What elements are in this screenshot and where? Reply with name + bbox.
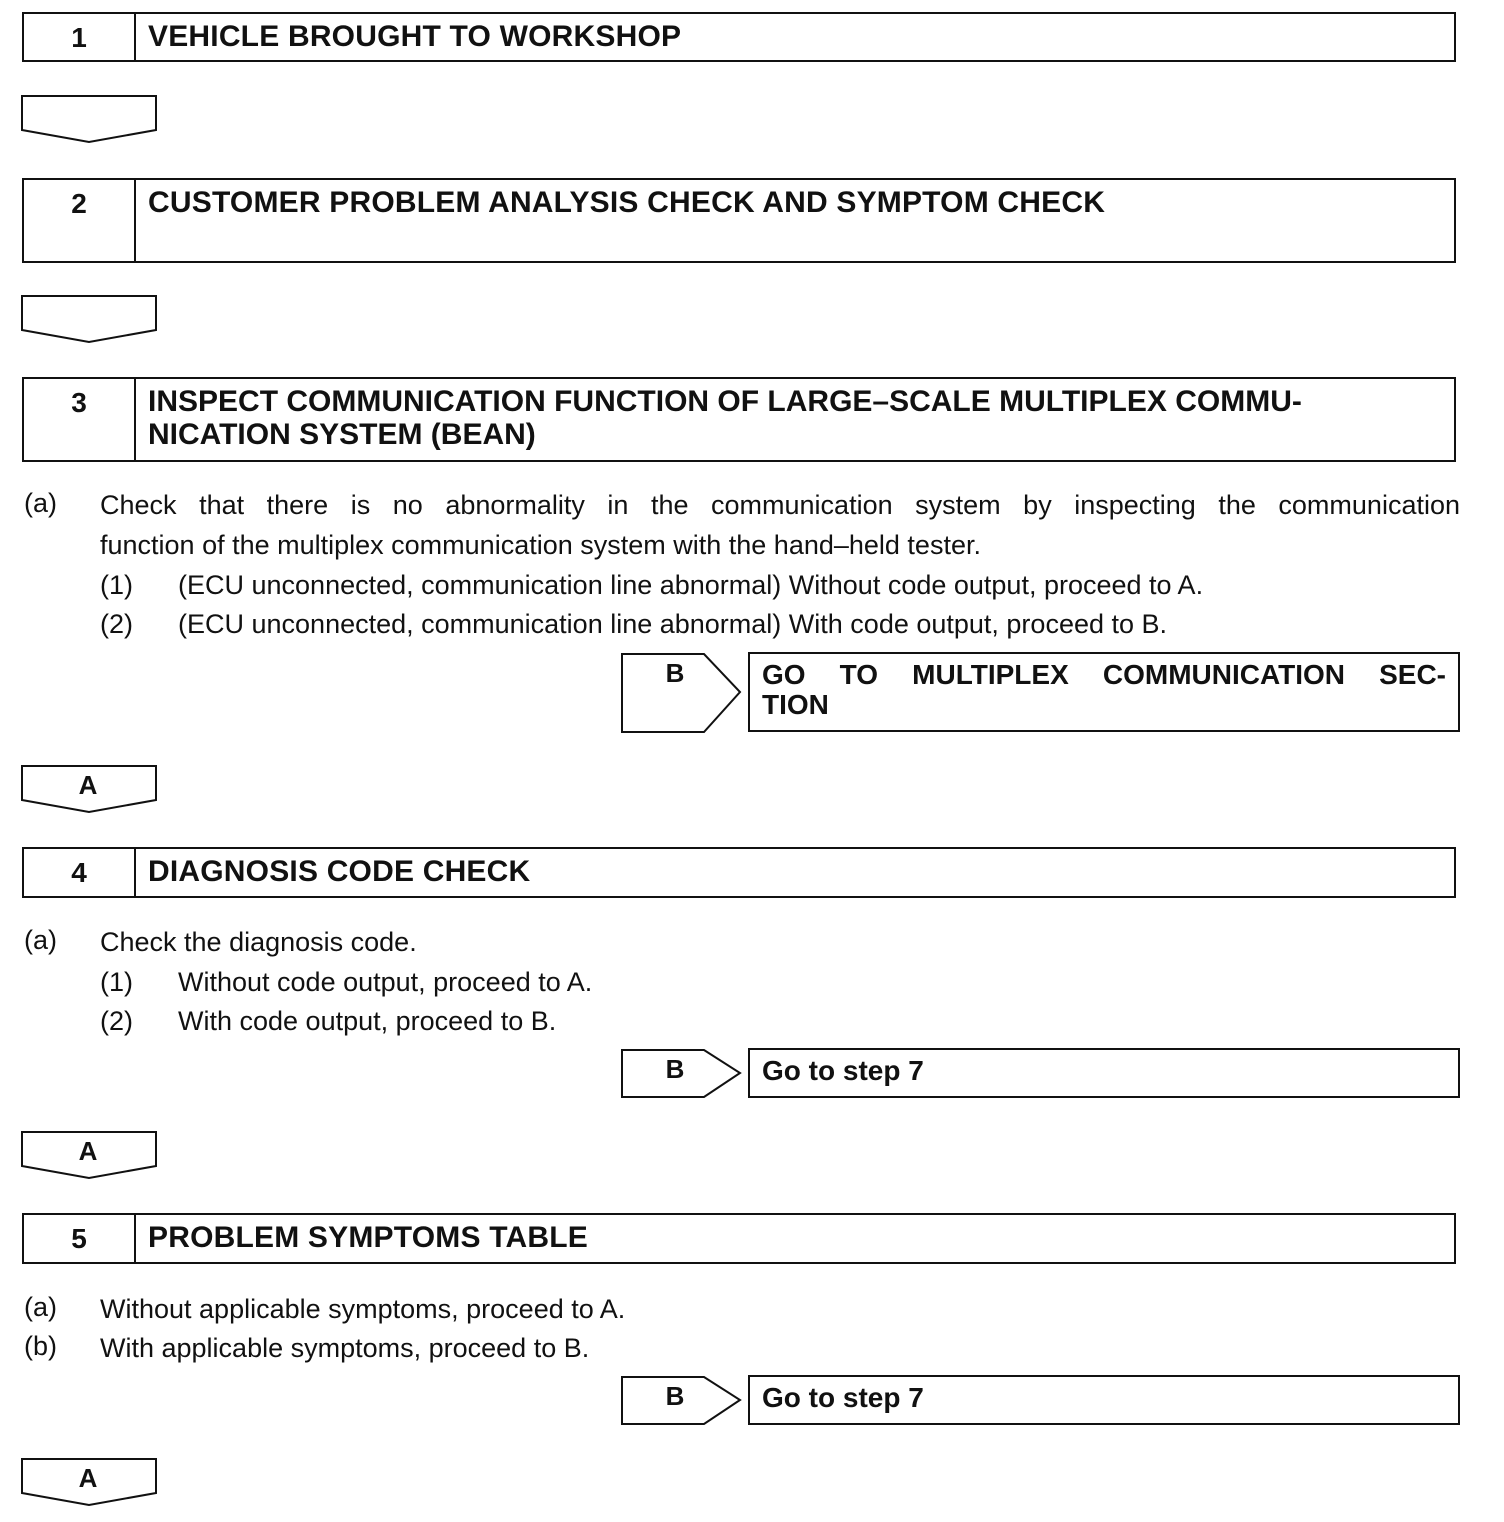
branch-target — [748, 1375, 1460, 1425]
sub-item-text: (ECU unconnected, communication line abnormal) With code output, proceed to B. — [178, 609, 1168, 639]
down-arrow-icon — [20, 294, 160, 346]
branch-label: B — [665, 1381, 685, 1411]
branch-target — [748, 1048, 1460, 1098]
branch-tag — [620, 1048, 744, 1105]
step-title-line2: NICATION SYSTEM (BEAN) — [148, 418, 536, 451]
instruction-text: function of the multiplex communication system with the hand–held tester. — [100, 530, 981, 560]
step-title — [136, 379, 1454, 460]
branch-text-line2: TION — [762, 689, 829, 720]
flow-arrow-3 — [20, 764, 160, 816]
branch-text-line1: GO TO MULTIPLEX COMMUNICATION SEC- — [762, 659, 1446, 690]
step-number: 4 — [24, 849, 136, 896]
sub-item-label: (2) — [100, 609, 133, 639]
step-number: 1 — [24, 14, 136, 60]
branch-text: Go to step 7 — [762, 1382, 924, 1413]
step-number: 3 — [24, 379, 136, 460]
step-3-header — [22, 377, 1456, 462]
branch-tag — [620, 1375, 744, 1432]
flow-label: A — [78, 1463, 98, 1493]
step-number: 5 — [24, 1215, 136, 1262]
step-4-header — [22, 847, 1456, 898]
item-label: (a) — [24, 1292, 57, 1322]
instruction-text: Check that there is no abnormality in the communication system by inspecting the communication — [100, 490, 1460, 520]
flow-label: A — [78, 770, 98, 800]
item-label: (a) — [24, 925, 57, 955]
flow-arrow-2 — [20, 294, 160, 346]
instruction-text: Without applicable symptoms, proceed to A. — [100, 1294, 626, 1324]
sub-item-label: (1) — [100, 570, 133, 600]
step-1-header — [22, 12, 1456, 62]
branch-tag — [620, 652, 744, 739]
step-title: VEHICLE BROUGHT TO WORKSHOP — [148, 20, 682, 53]
sub-item-text: Without code output, proceed to A. — [178, 967, 593, 997]
branch-text: Go to step 7 — [762, 1055, 924, 1086]
flow-label: A — [78, 1136, 98, 1166]
sub-item-text: (ECU unconnected, communication line abnormal) Without code output, proceed to A. — [178, 570, 1204, 600]
flow-arrow-5 — [20, 1457, 160, 1509]
item-label: (a) — [24, 488, 57, 518]
instruction-text: With applicable symptoms, proceed to B. — [100, 1333, 590, 1363]
step-title: DIAGNOSIS CODE CHECK — [148, 855, 531, 888]
flow-arrow-1 — [20, 94, 160, 146]
sub-item-label: (1) — [100, 967, 133, 997]
sub-item-label: (2) — [100, 1006, 133, 1036]
instruction-text: Check the diagnosis code. — [100, 927, 417, 957]
branch-label: B — [665, 658, 685, 688]
item-label: (b) — [24, 1331, 57, 1361]
sub-item-text: With code output, proceed to B. — [178, 1006, 557, 1036]
flow-arrow-4 — [20, 1130, 160, 1182]
step-title: PROBLEM SYMPTOMS TABLE — [148, 1221, 588, 1254]
step-number: 2 — [24, 180, 136, 261]
step-2-header — [22, 178, 1456, 263]
branch-label: B — [665, 1054, 685, 1084]
step-5-header — [22, 1213, 1456, 1264]
step-title: CUSTOMER PROBLEM ANALYSIS CHECK AND SYMPTOM CHECK — [148, 186, 1106, 219]
branch-target — [748, 652, 1460, 732]
down-arrow-icon — [20, 94, 160, 146]
step-title-line1: INSPECT COMMUNICATION FUNCTION OF LARGE–SCALE MULTIPLEX COMMU- — [148, 385, 1302, 418]
